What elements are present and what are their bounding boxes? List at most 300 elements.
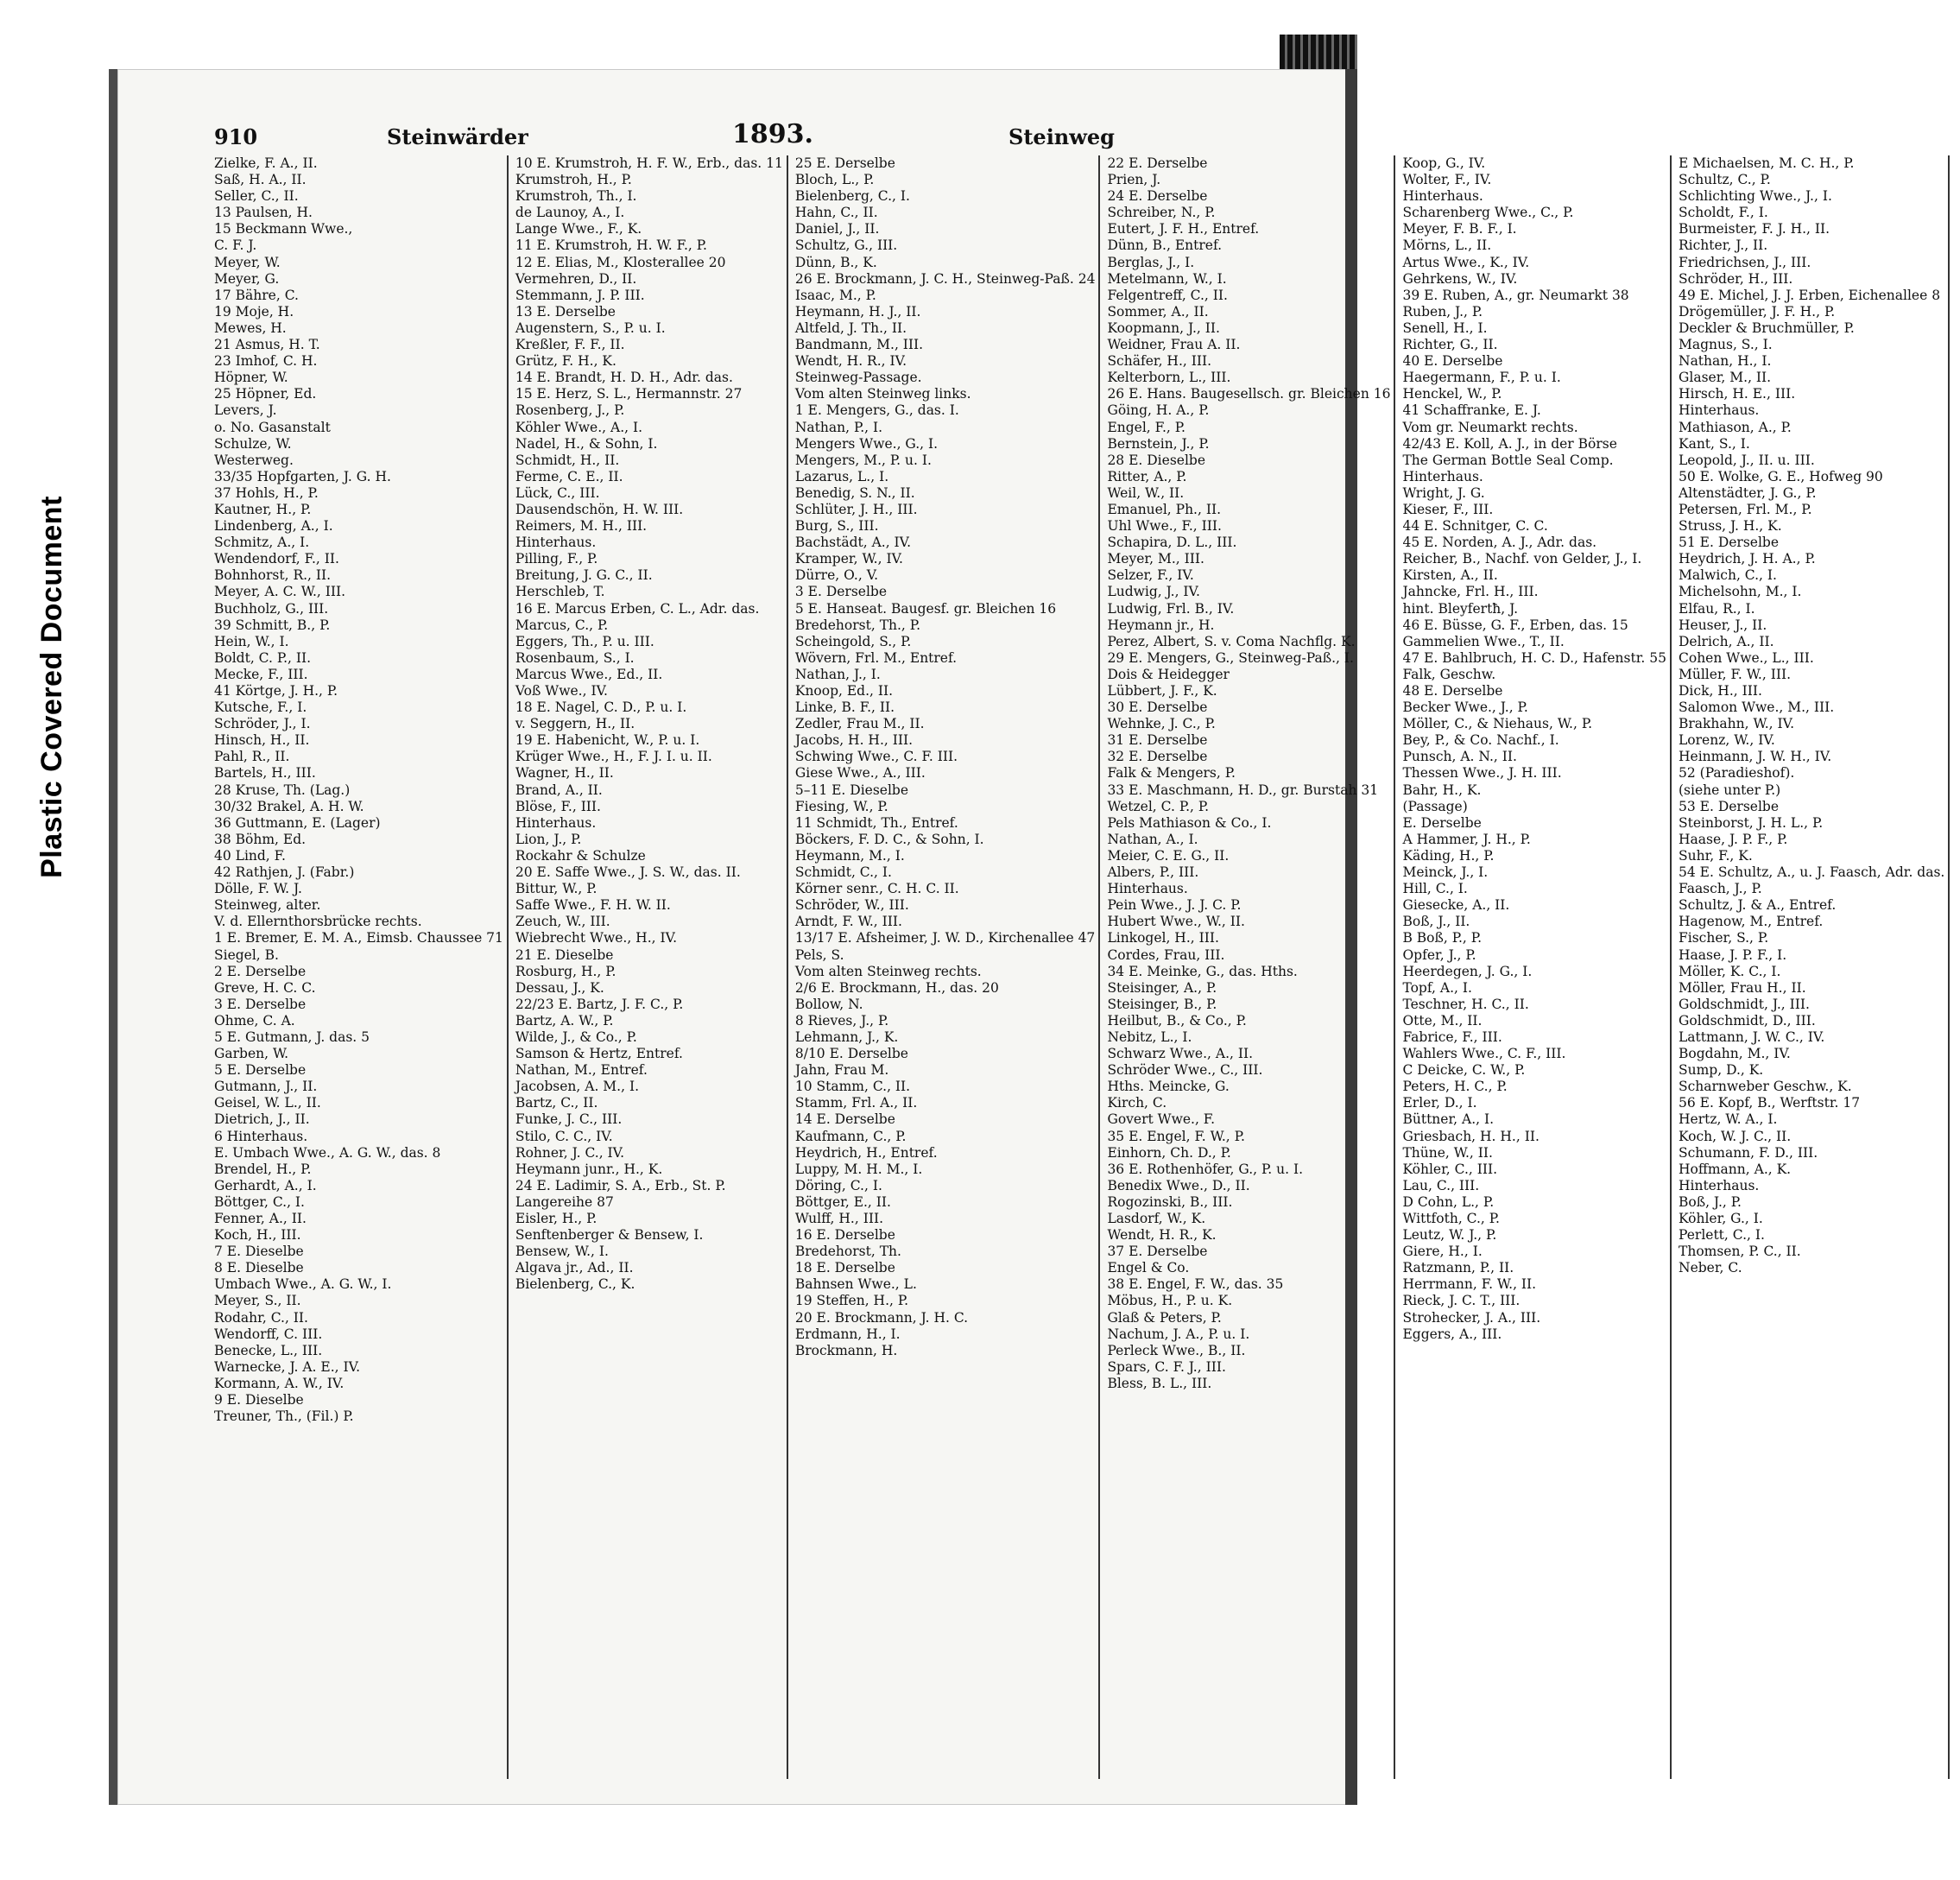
directory-entry: Glaß & Peters, P. <box>1107 1309 1222 1326</box>
directory-entry: Koch, H., III. <box>214 1227 301 1244</box>
directory-entry: Suhr, F., K. <box>1679 847 1753 864</box>
directory-entry: Linke, B. F., II. <box>794 699 895 716</box>
directory-entry: Rohner, J. C., IV. <box>515 1144 625 1161</box>
directory-entry: Herschleb, T. <box>515 584 605 600</box>
directory-entry: 20 E. Brockmann, J. H. C. <box>794 1309 969 1326</box>
directory-entry: Rosenberg, J., P. <box>515 402 625 419</box>
directory-entry: Schröder, H., III. <box>1679 270 1793 287</box>
directory-entry: A Hammer, J. H., P. <box>1402 831 1531 847</box>
directory-entry: 12 E. Elias, M., Klosterallee 20 <box>515 254 726 270</box>
directory-entry: The German Bottle Seal Comp. <box>1402 452 1614 468</box>
directory-entry: Vom gr. Neumarkt rechts. <box>1402 419 1578 435</box>
directory-entry: Elfau, R., I. <box>1679 600 1755 617</box>
directory-entry: Eutert, J. F. H., Entref. <box>1107 221 1260 237</box>
directory-entry: Bredehorst, Th., P. <box>794 617 921 633</box>
directory-entry: 17 Bähre, C. <box>214 287 299 303</box>
directory-entry: 18 E. Nagel, C. D., P. u. I. <box>515 699 687 716</box>
directory-entry: Rieck, J. C. T., III. <box>1402 1293 1521 1309</box>
directory-entry: 13 E. Derselbe <box>515 303 616 320</box>
directory-entry: Scharenberg Wwe., C., P. <box>1402 205 1574 221</box>
directory-entry: Knoop, Ed., II. <box>794 683 894 699</box>
directory-entry: Bohnhorst, R., II. <box>214 567 332 584</box>
directory-entry: Heuser, J., II. <box>1679 617 1767 633</box>
directory-entry: Jacobsen, A. M., I. <box>515 1079 640 1095</box>
page-number: 910 <box>214 124 258 149</box>
directory-entry: 40 E. Derselbe <box>1402 353 1503 370</box>
directory-entry: Erdmann, H., I. <box>794 1326 901 1342</box>
directory-entry: Erler, D., I. <box>1402 1095 1477 1111</box>
directory-entry: 8 E. Dieselbe <box>214 1260 304 1276</box>
directory-entry: Artus Wwe., K., IV. <box>1402 254 1530 270</box>
directory-entry: Schwarz Wwe., A., II. <box>1107 1046 1254 1062</box>
directory-entry: Gammelien Wwe., T., II. <box>1402 633 1565 649</box>
directory-entry: Rodahr, C., II. <box>214 1309 308 1326</box>
directory-entry: Jahncke, Frl. H., III. <box>1402 584 1539 600</box>
directory-entry: hint. Bleyfertħ, J. <box>1402 600 1519 617</box>
directory-columns <box>207 155 1945 1779</box>
directory-entry: 5 E. Derselbe <box>214 1062 307 1079</box>
directory-entry: Hein, W., I. <box>214 633 289 649</box>
directory-entry: Göing, H. A., P. <box>1107 402 1210 419</box>
directory-entry: 5 E. Gutmann, J. das. 5 <box>214 1029 370 1045</box>
directory-column <box>1670 155 1948 1779</box>
directory-entry: Lübbert, J. F., K. <box>1107 683 1217 699</box>
directory-entry: Teschner, H. C., II. <box>1402 996 1529 1012</box>
directory-entry: Neber, C. <box>1679 1260 1742 1276</box>
directory-entry: Blöse, F., III. <box>515 798 601 814</box>
directory-entry: Glaser, M., II. <box>1679 370 1772 386</box>
directory-entry: Schröder Wwe., C., III. <box>1107 1062 1263 1079</box>
year-title: 1893. <box>732 119 813 149</box>
directory-entry: 48 E. Derselbe <box>1402 683 1503 699</box>
directory-entry: Rosenbaum, S., I. <box>515 649 635 666</box>
directory-entry: Lasdorf, W., K. <box>1107 1211 1206 1226</box>
directory-entry: Dessau, J., K. <box>515 979 604 996</box>
directory-entry: Drögemüller, J. F. H., P. <box>1679 303 1836 320</box>
directory-entry: Friedrichsen, J., III. <box>1679 254 1811 270</box>
directory-entry: Benedix Wwe., D., II. <box>1107 1177 1250 1193</box>
directory-entry: Nathan, A., I. <box>1107 831 1198 847</box>
directory-entry: Henckel, W., P. <box>1402 386 1502 402</box>
directory-entry: Schreiber, N., P. <box>1107 205 1216 221</box>
directory-entry: Meyer, F. B. F., I. <box>1402 221 1517 237</box>
directory-entry: Bartz, A. W., P. <box>515 1012 614 1029</box>
directory-entry: (siehe unter P.) <box>1679 782 1781 798</box>
directory-entry: Böttger, C., I. <box>214 1193 305 1210</box>
directory-entry: Meyer, G. <box>214 270 280 287</box>
directory-entry: Saffe Wwe., F. H. W. II. <box>515 897 671 914</box>
directory-entry: Köhler, C., III. <box>1402 1161 1498 1177</box>
directory-entry: Govert Wwe., F. <box>1107 1111 1216 1128</box>
directory-entry: Hill, C., I. <box>1402 881 1468 897</box>
directory-entry: 35 E. Engel, F. W., P. <box>1107 1128 1245 1144</box>
directory-entry: Bensew, W., I. <box>515 1244 609 1260</box>
directory-entry: 41 Schaffranke, E. J. <box>1402 402 1541 419</box>
directory-entry: Koop, G., IV. <box>1402 155 1486 171</box>
directory-entry: Hahn, C., II. <box>794 205 878 221</box>
directory-entry: Dietrich, J., II. <box>214 1111 310 1128</box>
directory-entry: Richter, J., II. <box>1679 237 1768 254</box>
directory-entry: Grütz, F. H., K. <box>515 353 616 370</box>
directory-entry: Schwing Wwe., C. F. III. <box>794 749 958 765</box>
directory-entry: Langereihe 87 <box>515 1193 614 1210</box>
directory-entry: Garben, W. <box>214 1046 289 1062</box>
directory-entry: Heymann junr., H., K. <box>515 1161 663 1177</box>
directory-entry: 21 Asmus, H. T. <box>214 337 320 353</box>
directory-entry: 8 Rieves, J., P. <box>794 1012 889 1029</box>
directory-entry: Bielenberg, C., I. <box>794 188 910 205</box>
directory-entry: 32 E. Derselbe <box>1107 749 1208 765</box>
directory-entry: Sommer, A., II. <box>1107 303 1209 320</box>
directory-entry: Dick, H., III. <box>1679 683 1762 699</box>
directory-entry: C Deicke, C. W., P. <box>1402 1062 1526 1079</box>
directory-entry: 16 E. Derselbe <box>794 1227 895 1244</box>
directory-entry: 6 Hinterhaus. <box>214 1128 308 1144</box>
directory-entry: Stemmann, J. P. III. <box>515 287 645 303</box>
directory-entry: Meyer, W. <box>214 254 281 270</box>
directory-entry: 26 E. Hans. Baugesellsch. gr. Bleichen 16 <box>1107 386 1391 402</box>
directory-entry: Wright, J. G. <box>1402 484 1485 501</box>
directory-entry: C. F. J. <box>214 237 257 254</box>
directory-entry: Meyer, M., III. <box>1107 551 1204 567</box>
directory-entry: Kelterborn, L., III. <box>1107 370 1231 386</box>
directory-entry: Giere, H., I. <box>1402 1244 1483 1260</box>
directory-entry: Otte, M., II. <box>1402 1012 1483 1029</box>
directory-entry: Griesbach, H. H., II. <box>1402 1128 1540 1144</box>
directory-entry: Voß Wwe., IV. <box>515 683 608 699</box>
directory-entry: Greve, H. C. C. <box>214 979 316 996</box>
directory-entry: 15 E. Herz, S. L., Hermannstr. 27 <box>515 386 743 402</box>
directory-entry: Marcus Wwe., Ed., II. <box>515 666 663 682</box>
directory-entry: Berglas, J., I. <box>1107 254 1195 270</box>
directory-entry: Heymann, M., I. <box>794 847 905 864</box>
directory-entry: Strohecker, J. A., III. <box>1402 1309 1541 1326</box>
directory-entry: 19 E. Habenicht, W., P. u. I. <box>515 732 700 749</box>
directory-entry: Boß, J., II. <box>1402 914 1470 930</box>
directory-entry: Meier, C. E. G., II. <box>1107 847 1230 864</box>
directory-entry: Krumstroh, H., P. <box>515 172 632 188</box>
directory-entry: 39 E. Ruben, A., gr. Neumarkt 38 <box>1402 287 1629 303</box>
directory-entry: Nebitz, L., I. <box>1107 1029 1192 1045</box>
directory-entry: Hubert Wwe., W., II. <box>1107 914 1245 930</box>
directory-entry: Perez, Albert, S. v. Coma Nachflg. K. <box>1107 633 1356 649</box>
directory-entry: Brakhahn, W., IV. <box>1679 716 1795 732</box>
directory-entry: Hoffmann, A., K. <box>1679 1161 1792 1177</box>
directory-entry: Wolter, F., IV. <box>1402 172 1492 188</box>
directory-entry: Steinweg-Passage. <box>794 370 922 386</box>
directory-entry: Steisinger, B., P. <box>1107 996 1217 1012</box>
directory-entry: 33 E. Maschmann, H. D., gr. Burstah 31 <box>1107 782 1379 798</box>
directory-entry: 41 Körtge, J. H., P. <box>214 683 338 699</box>
directory-entry: 2/6 E. Brockmann, H., das. 20 <box>794 979 999 996</box>
directory-entry: Pahl, R., II. <box>214 749 290 765</box>
document-stamp-label <box>16 458 88 915</box>
directory-entry: Koch, W. J. C., II. <box>1679 1128 1792 1144</box>
directory-entry: Opfer, J., P. <box>1402 946 1476 963</box>
directory-entry: 30 E. Derselbe <box>1107 699 1208 716</box>
directory-entry: Hinterhaus. <box>1402 188 1483 205</box>
directory-entry: Vom alten Steinweg rechts. <box>794 963 982 979</box>
directory-entry: Schlichting Wwe., J., I. <box>1679 188 1832 205</box>
directory-entry: Heymann jr., H. <box>1107 617 1215 633</box>
directory-entry: Steisinger, A., P. <box>1107 979 1217 996</box>
directory-entry: Schmidt, H., II. <box>515 452 620 468</box>
right-running-title: Steinweg <box>1008 124 1115 149</box>
directory-entry: Perleck Wwe., B., II. <box>1107 1342 1246 1358</box>
directory-entry: V. d. Ellernthorsbrücke rechts. <box>214 914 422 930</box>
directory-entry: Lindenberg, A., I. <box>214 518 333 535</box>
directory-entry: Struss, J. H., K. <box>1679 518 1782 535</box>
directory-entry: Böckers, F. D. C., & Sohn, I. <box>794 831 984 847</box>
directory-entry: Meyer, A. C. W., III. <box>214 584 346 600</box>
directory-entry: 28 Kruse, Th. (Lag.) <box>214 782 351 798</box>
directory-entry: Augenstern, S., P. u. I. <box>515 320 666 336</box>
directory-entry: Felgentreff, C., II. <box>1107 287 1228 303</box>
directory-entry: 10 E. Krumstroh, H. F. W., Erb., das. 11 <box>515 155 783 171</box>
directory-entry: Seller, C., II. <box>214 188 299 205</box>
directory-entry: 36 E. Rothenhöfer, G., P. u. I. <box>1107 1161 1304 1177</box>
directory-entry: Wulff, H., III. <box>794 1211 884 1226</box>
directory-entry: Eggers, Th., P. u. III. <box>515 633 654 649</box>
directory-entry: Reicher, B., Nachf. von Gelder, J., I. <box>1402 551 1642 567</box>
directory-entry: Zielke, F. A., II. <box>214 155 318 171</box>
directory-entry: Bandmann, M., III. <box>794 337 924 353</box>
directory-entry: 52 (Paradieshof). <box>1679 765 1795 782</box>
directory-entry: 28 E. Dieselbe <box>1107 452 1205 468</box>
directory-entry: Pels Mathiason & Co., I. <box>1107 814 1272 831</box>
directory-entry: Scharnweber Geschw., K. <box>1679 1079 1852 1095</box>
directory-entry: Kaufmann, C., P. <box>794 1128 907 1144</box>
directory-entry: Köhler Wwe., A., I. <box>515 419 643 435</box>
directory-entry: Lau, C., III. <box>1402 1177 1480 1193</box>
directory-entry: Schulze, W. <box>214 435 292 452</box>
directory-entry: Altfeld, J. Th., II. <box>794 320 907 336</box>
directory-entry: 37 E. Derselbe <box>1107 1244 1208 1260</box>
directory-entry: Thomsen, P. C., II. <box>1679 1244 1801 1260</box>
directory-entry: Hinterhaus. <box>515 535 597 551</box>
directory-entry: Benedig, S. N., II. <box>794 484 915 501</box>
directory-entry: Heinmann, J. W. H., IV. <box>1679 749 1832 765</box>
directory-entry: Sump, D., K. <box>1679 1062 1764 1079</box>
directory-entry: Delrich, A., II. <box>1679 633 1774 649</box>
directory-entry: Heydrich, J. H. A., P. <box>1679 551 1816 567</box>
directory-entry: Nathan, J., I. <box>794 666 881 682</box>
directory-entry: Mörns, L., II. <box>1402 237 1492 254</box>
directory-entry: Kormann, A. W., IV. <box>214 1375 345 1391</box>
directory-entry: Samson & Hertz, Entref. <box>515 1046 683 1062</box>
directory-entry: Möller, K. C., I. <box>1679 963 1781 979</box>
directory-entry: Haegermann, F., P. u. I. <box>1402 370 1561 386</box>
directory-entry: Steinweg, alter. <box>214 897 321 914</box>
directory-entry: 44 E. Schnitger, C. C. <box>1402 518 1548 535</box>
directory-entry: Lattmann, J. W. C., IV. <box>1679 1029 1825 1045</box>
directory-entry: Becker Wwe., J., P. <box>1402 699 1528 716</box>
directory-entry: Wendorff, C. III. <box>214 1326 323 1342</box>
directory-entry: Wagner, H., II. <box>515 765 614 782</box>
directory-entry: Goldschmidt, D., III. <box>1679 1012 1816 1029</box>
directory-entry: 14 E. Derselbe <box>794 1111 895 1128</box>
directory-entry: Hinterhaus. <box>1679 1177 1760 1193</box>
directory-entry: Jacobs, H. H., III. <box>794 732 914 749</box>
directory-entry: Weidner, Frau A. II. <box>1107 337 1241 353</box>
directory-entry: Heymann, H. J., II. <box>794 303 921 320</box>
directory-entry: Siegel, B. <box>214 946 279 963</box>
directory-entry: Boß, J., P. <box>1679 1193 1742 1210</box>
directory-entry: 16 E. Marcus Erben, C. L., Adr. das. <box>515 600 760 617</box>
directory-entry: Ratzmann, P., II. <box>1402 1260 1514 1276</box>
directory-entry: Mecke, F., III. <box>214 666 308 682</box>
directory-entry: 40 Lind, F. <box>214 847 286 864</box>
directory-entry: Rogozinski, B., III. <box>1107 1193 1233 1210</box>
directory-entry: Breitung, J. G. C., II. <box>515 567 653 584</box>
sidebar-label-text: Plastic Covered Document <box>35 495 68 878</box>
directory-entry: Peters, H. C., P. <box>1402 1079 1508 1095</box>
directory-entry: Wövern, Frl. M., Entref. <box>794 649 958 666</box>
directory-entry: Warnecke, J. A. E., IV. <box>214 1358 361 1375</box>
directory-entry: Leutz, W. J., P. <box>1402 1227 1497 1244</box>
directory-entry: Prien, J. <box>1107 172 1161 188</box>
directory-entry: 50 E. Wolke, G. E., Hofweg 90 <box>1679 468 1883 484</box>
directory-entry: Hirsch, H. E., III. <box>1679 386 1796 402</box>
directory-entry: Käding, H., P. <box>1402 847 1495 864</box>
directory-entry: 7 E. Dieselbe <box>214 1244 304 1260</box>
directory-entry: E. Umbach Wwe., A. G. W., das. 8 <box>214 1144 441 1161</box>
directory-entry: Hths. Meincke, G. <box>1107 1079 1230 1095</box>
directory-entry: Petersen, Frl. M., P. <box>1679 501 1812 517</box>
directory-entry: Bartz, C., II. <box>515 1095 598 1111</box>
directory-entry: Möller, C., & Niehaus, W., P. <box>1402 716 1593 732</box>
directory-entry: Rosburg, H., P. <box>515 963 616 979</box>
directory-entry: Schultz, J. & A., Entref. <box>1679 897 1837 914</box>
directory-entry: Michelsohn, M., I. <box>1679 584 1802 600</box>
directory-entry: Falk & Mengers, P. <box>1107 765 1236 782</box>
directory-entry: Hagenow, M., Entref. <box>1679 914 1824 930</box>
directory-entry: Böttger, E., II. <box>794 1193 891 1210</box>
directory-entry: Gutmann, J., II. <box>214 1079 318 1095</box>
directory-entry: Krüger Wwe., H., F. J. I. u. II. <box>515 749 712 765</box>
directory-entry: Deckler & Bruchmüller, P. <box>1679 320 1855 336</box>
directory-entry: Pilling, F., P. <box>515 551 598 567</box>
directory-entry: Mewes, H. <box>214 320 287 336</box>
directory-entry: Mathiason, A., P. <box>1679 419 1792 435</box>
directory-entry: Lorenz, W., IV. <box>1679 732 1775 749</box>
directory-entry: 2 E. Derselbe <box>214 963 307 979</box>
directory-column <box>787 155 1099 1779</box>
directory-entry: Bachstädt, A., IV. <box>794 535 912 551</box>
directory-entry: 30/32 Brakel, A. H. W. <box>214 798 364 814</box>
directory-entry: Burmeister, F. J. H., II. <box>1679 221 1830 237</box>
directory-entry: Bittur, W., P. <box>515 881 597 897</box>
directory-entry: Müller, F. W., III. <box>1679 666 1791 682</box>
directory-entry: Möller, Frau H., II. <box>1679 979 1806 996</box>
directory-entry: Mengers Wwe., G., I. <box>794 435 939 452</box>
directory-entry: Köhler, G., I. <box>1679 1211 1763 1226</box>
page-header <box>214 119 1297 154</box>
directory-entry: 22 E. Derselbe <box>1107 155 1208 171</box>
directory-entry: Haase, J. P. F., I. <box>1679 946 1787 963</box>
directory-entry: Fiesing, W., P. <box>794 798 888 814</box>
directory-entry: Döring, C., I. <box>794 1177 882 1193</box>
directory-entry: Weil, W., II. <box>1107 484 1185 501</box>
directory-entry: Meinck, J., I. <box>1402 864 1489 881</box>
directory-entry: 20 E. Saffe Wwe., J. S. W., das. II. <box>515 864 741 881</box>
directory-entry: Hinterhaus. <box>1107 881 1188 897</box>
directory-entry: 38 Böhm, Ed. <box>214 831 307 847</box>
directory-entry: Cordes, Frau, III. <box>1107 946 1225 963</box>
directory-entry: Albers, P., III. <box>1107 864 1199 881</box>
directory-entry: Wetzel, C. P., P. <box>1107 798 1210 814</box>
directory-entry: Rockahr & Schulze <box>515 847 646 864</box>
directory-entry: Hinterhaus. <box>1679 402 1760 419</box>
directory-entry: Lehmann, J., K. <box>794 1029 899 1045</box>
directory-entry: Uhl Wwe., F., III. <box>1107 518 1222 535</box>
directory-entry: 21 E. Dieselbe <box>515 946 614 963</box>
directory-entry: Wehnke, J. C., P. <box>1107 716 1216 732</box>
directory-entry: Ruben, J., P. <box>1402 303 1483 320</box>
directory-entry: Schapira, D. L., III. <box>1107 535 1237 551</box>
directory-entry: Algava jr., Ad., II. <box>515 1260 634 1276</box>
directory-entry: Schultz, C., P. <box>1679 172 1771 188</box>
directory-entry: Hinsch, H., II. <box>214 732 310 749</box>
directory-entry: 45 E. Norden, A. J., Adr. das. <box>1402 535 1597 551</box>
directory-entry: Meyer, S., II. <box>214 1293 301 1309</box>
directory-entry: Höpner, W. <box>214 370 288 386</box>
directory-entry: Krumstroh, Th., I. <box>515 188 637 205</box>
directory-entry: Thessen Wwe., J. H. III. <box>1402 765 1562 782</box>
directory-entry: 31 E. Derselbe <box>1107 732 1208 749</box>
directory-entry: 47 E. Bahlbruch, H. C. D., Hafenstr. 55 <box>1402 649 1666 666</box>
directory-entry: 26 E. Brockmann, J. C. H., Steinweg-Paß. 24 <box>794 270 1096 287</box>
directory-entry: Saß, H. A., II. <box>214 172 307 188</box>
directory-entry: Bartels, H., III. <box>214 765 316 782</box>
directory-entry: 53 E. Derselbe <box>1679 798 1780 814</box>
directory-entry: Nathan, M., Entref. <box>515 1062 648 1079</box>
directory-entry: Scheingold, S., P. <box>794 633 912 649</box>
directory-entry: Faasch, J., P. <box>1679 881 1762 897</box>
directory-entry: Wendt, H. R., IV. <box>794 353 907 370</box>
directory-entry: Wilde, J., & Co., P. <box>515 1029 637 1045</box>
directory-entry: Eisler, H., P. <box>515 1211 597 1226</box>
directory-entry: Nadel, H., & Sohn, I. <box>515 435 658 452</box>
directory-entry: E. Derselbe <box>1402 814 1482 831</box>
directory-entry: E Michaelsen, M. C. H., P. <box>1679 155 1855 171</box>
directory-entry: Heydrich, H., Entref. <box>794 1144 938 1161</box>
directory-entry: 9 E. Dieselbe <box>214 1392 304 1408</box>
directory-entry: 56 E. Kopf, B., Werftstr. 17 <box>1679 1095 1861 1111</box>
directory-entry: Engel & Co. <box>1107 1260 1190 1276</box>
directory-entry: 19 Steffen, H., P. <box>794 1293 909 1309</box>
directory-entry: Kieser, F., III. <box>1402 501 1494 517</box>
directory-entry: 15 Beckmann Wwe., <box>214 221 353 237</box>
directory-entry: 29 E. Mengers, G., Steinweg-Paß., I. <box>1107 649 1354 666</box>
directory-entry: Ludwig, J., IV. <box>1107 584 1200 600</box>
directory-entry: Burg, S., III. <box>794 518 879 535</box>
directory-entry: 39 Schmitt, B., P. <box>214 617 331 633</box>
directory-entry: Reimers, M. H., III. <box>515 518 648 535</box>
directory-entry: 13/17 E. Afsheimer, J. W. D., Kirchenallee 47 <box>794 930 1096 946</box>
directory-entry: Schumann, F. D., III. <box>1679 1144 1818 1161</box>
directory-entry: Kant, S., I. <box>1679 435 1750 452</box>
directory-entry: Salomon Wwe., M., III. <box>1679 699 1835 716</box>
directory-entry: Bey, P., & Co. Nachf., I. <box>1402 732 1559 749</box>
directory-entry: Büttner, A., I. <box>1402 1111 1495 1128</box>
directory-entry: Dausendschön, H. W. III. <box>515 501 684 517</box>
directory-entry: Senftenberger & Bensew, I. <box>515 1227 704 1244</box>
directory-entry: Cohen Wwe., L., III. <box>1679 649 1814 666</box>
directory-entry: Nathan, P., I. <box>794 419 883 435</box>
directory-entry: 51 E. Derselbe <box>1679 535 1780 551</box>
directory-entry: Buchholz, G., III. <box>214 600 329 617</box>
